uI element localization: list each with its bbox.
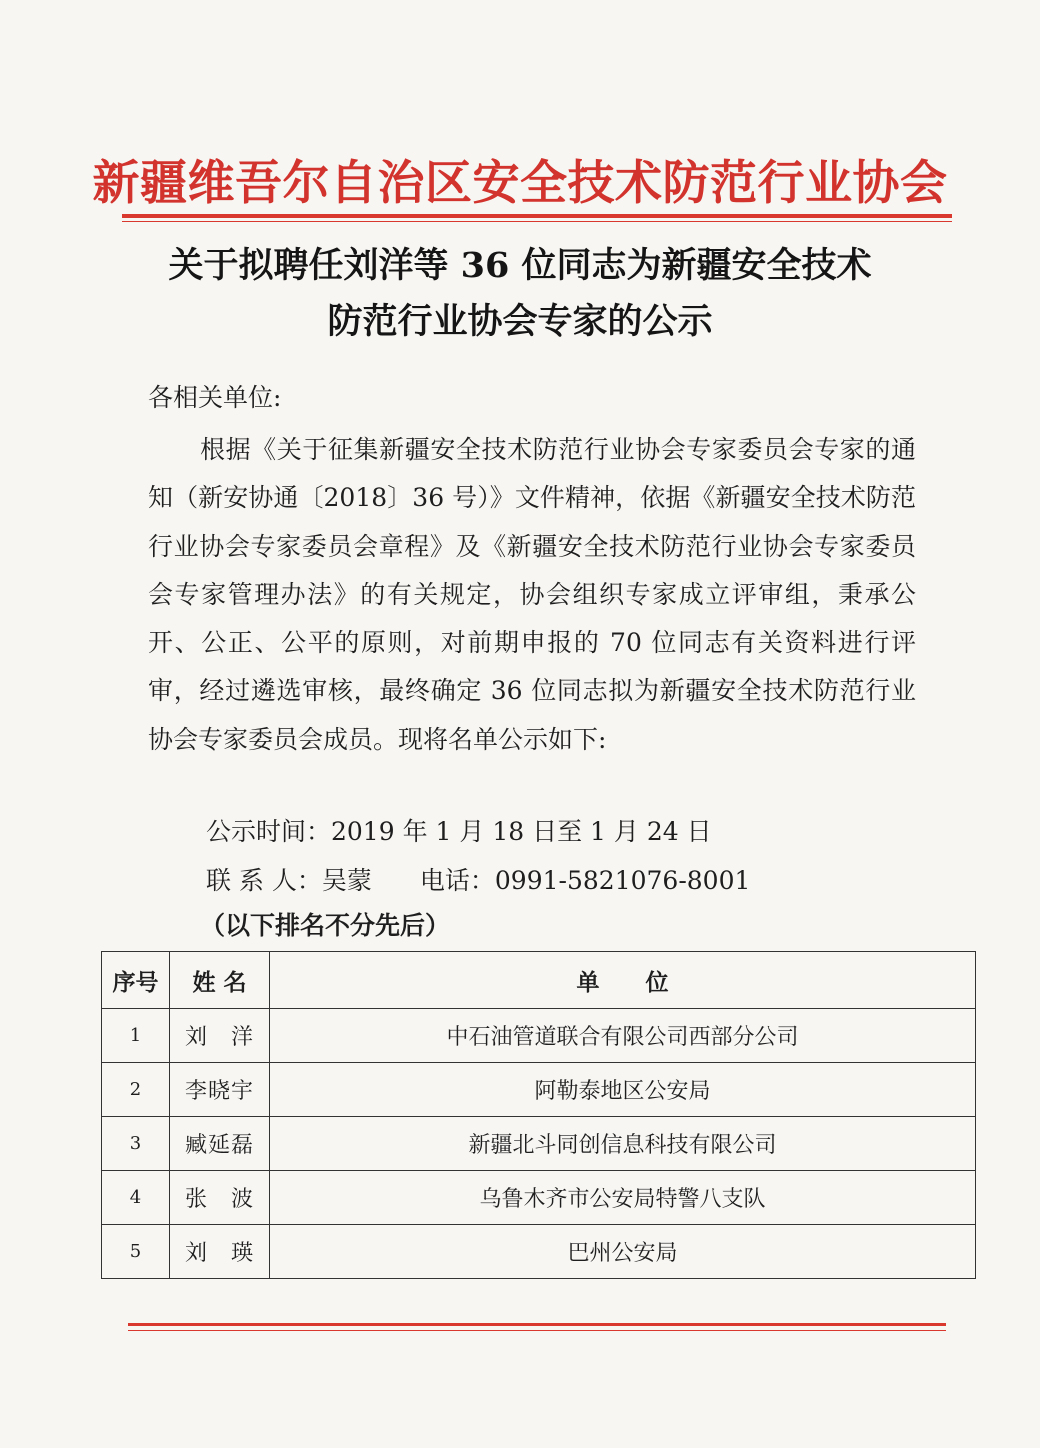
row-number: 2 bbox=[102, 1063, 170, 1117]
row-name: 李晓宇 bbox=[170, 1063, 270, 1117]
table-row bbox=[102, 1063, 976, 1117]
organization-header: 新疆维吾尔自治区安全技术防范行业协会 bbox=[92, 156, 948, 211]
row-unit: 巴州公安局 bbox=[270, 1225, 976, 1279]
header-number: 序号 bbox=[102, 952, 170, 1009]
header-name: 姓 名 bbox=[170, 952, 270, 1009]
row-unit: 阿勒泰地区公安局 bbox=[270, 1063, 976, 1117]
row-number: 1 bbox=[102, 1009, 170, 1063]
announcement-period: 公示时间：2019 年 1 月 18 日至 1 月 24 日 bbox=[206, 817, 712, 846]
body-paragraph: 根据《关于征集新疆安全技术防范行业协会专家委员会专家的通知（新安协通〔2018〕36 号）》文件精神，依据《新疆安全技术防范行业协会专家委员会章程》及《新疆安全技术防范行业协会专家委员会专家管理办法》的有关规定，协会组织专家成立评审组，秉承公开、公正、公平的原则，对前期申报的 70 位同志有关资料进行评审，经过遴选审核，最终确定 36 位同志拟为新疆安全技术防范行业协会专家委员会成员。现将名单公示如下: bbox=[148, 435, 916, 754]
row-name: 刘 洋 bbox=[170, 1009, 270, 1063]
row-name: 刘 瑛 bbox=[170, 1225, 270, 1279]
expert-roster-table bbox=[101, 951, 976, 1279]
footer-divider-thick bbox=[128, 1323, 946, 1326]
table-header-row bbox=[102, 952, 976, 1009]
document-title-line-1: 关于拟聘任刘洋等 36 位同志为新疆安全技术 bbox=[168, 245, 872, 286]
table-row bbox=[102, 1225, 976, 1279]
table-row bbox=[102, 1009, 976, 1063]
row-unit: 新疆北斗同创信息科技有限公司 bbox=[270, 1117, 976, 1171]
row-unit: 中石油管道联合有限公司西部分公司 bbox=[270, 1009, 976, 1063]
row-name: 臧延磊 bbox=[170, 1117, 270, 1171]
header-divider-thin bbox=[122, 221, 952, 222]
table-row bbox=[102, 1117, 976, 1171]
contact-line bbox=[206, 861, 750, 897]
contact-person: 联 系 人：吴蒙 bbox=[206, 866, 372, 895]
row-number: 3 bbox=[102, 1117, 170, 1171]
table-row bbox=[102, 1171, 976, 1225]
footer-divider-thin bbox=[128, 1330, 946, 1331]
header-unit: 单 位 bbox=[270, 952, 976, 1009]
ranking-note: （以下排名不分先后） bbox=[200, 911, 451, 940]
row-name: 张 波 bbox=[170, 1171, 270, 1225]
document-title-line-2: 防范行业协会专家的公示 bbox=[327, 301, 713, 342]
row-unit: 乌鲁木齐市公安局特警八支队 bbox=[270, 1171, 976, 1225]
row-number: 5 bbox=[102, 1225, 170, 1279]
salutation: 各相关单位: bbox=[148, 383, 282, 412]
header-divider-thick bbox=[122, 214, 952, 218]
contact-phone: 电话：0991-5821076-8001 bbox=[419, 866, 751, 895]
row-number: 4 bbox=[102, 1171, 170, 1225]
